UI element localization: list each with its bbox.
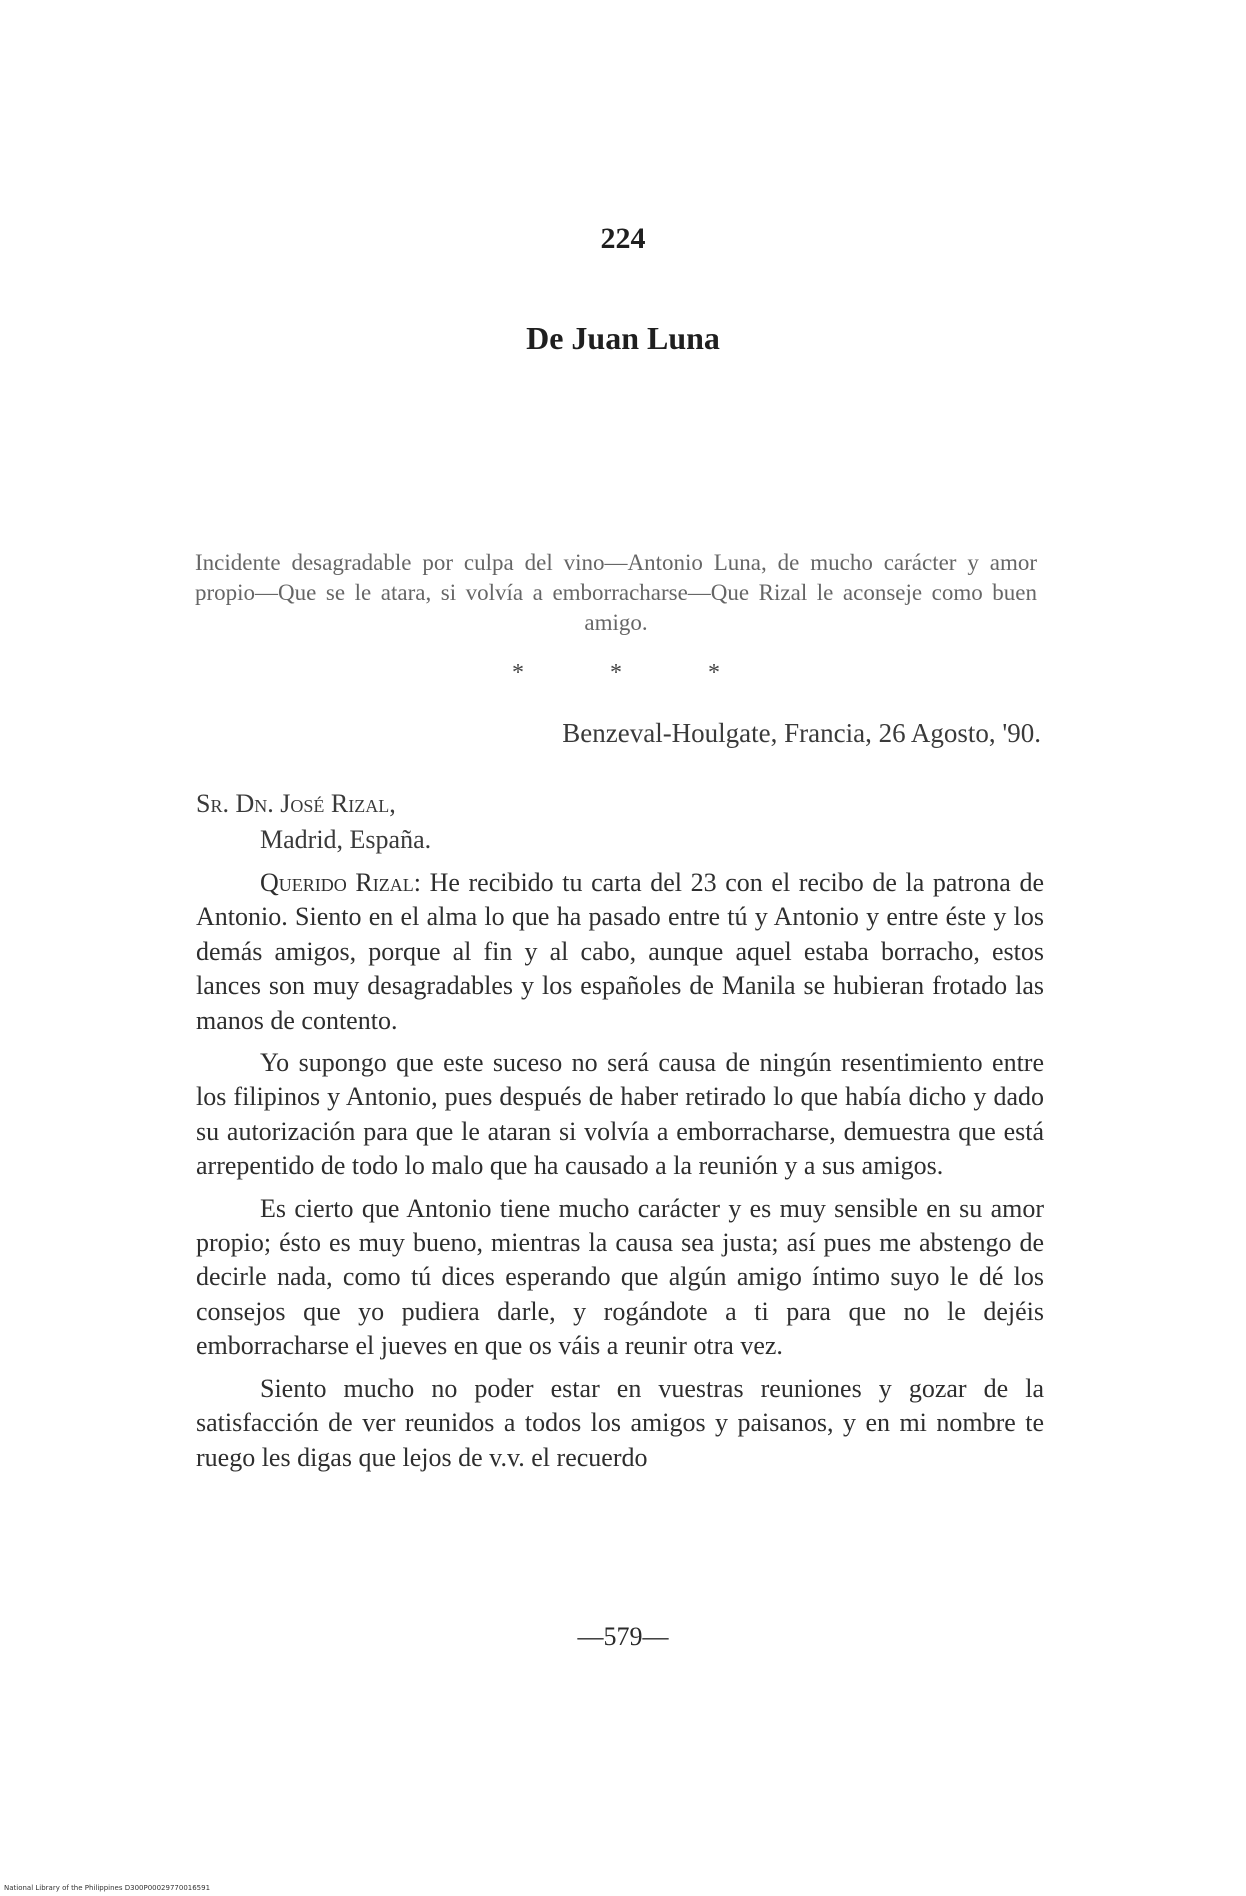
dateline: Benzeval-Houlgate, Francia, 26 Agosto, '90. (562, 718, 1041, 748)
paragraph-2: Yo supongo que este suceso no será causa de ningún resentimiento entre los filipinos y Antonio, pues después de haber retirado lo que había dicho y dado su autorización para que le ataran si volvía a emborracharse, demuestra que está arrepentido de todo lo malo que ha causado a la reunión y a sus amigos. (196, 1048, 1044, 1181)
letter-summary: Incidente desagradable por culpa del vino—Antonio Luna, de mucho carácter y amor propio—Que se le atara, si volvía a emborracharse—Que Rizal le aconseje como buen amigo. (195, 550, 1037, 635)
footer-credit: National Library of the Philippines D300P00029770016591 (4, 1884, 211, 1892)
paragraph-4: Siento mucho no poder estar en vuestras reuniones y gozar de la satisfacción de ver reunidos a todos los amigos y paisanos, y en mi nombre te ruego les digas que lejos de v.v. el recuerdo (196, 1373, 1044, 1472)
addressee-name: Sr. Dn. José Rizal, (196, 789, 396, 818)
page-number: —579— (577, 1622, 669, 1651)
paragraph-1-text: He recibido tu carta del 23 con el recibo de la patrona de Antonio. Siento en el alma lo que ha pasado entre tú y Antonio y entre éste y los demás amigos, porque al fin y al cabo, aunque aquel estaba borracho, estos lances son muy desagradables y los españoles de Manila se hubieran frotado las manos de contento. (196, 868, 1045, 1035)
addressee (196, 786, 431, 858)
letter-title: De Juan Luna (526, 320, 720, 356)
paragraph-1 (196, 866, 1044, 1038)
letter-body (196, 866, 1044, 1483)
section-separator: * * * (512, 660, 760, 686)
salutation: Querido Rizal: (260, 868, 421, 897)
paragraph-3: Es cierto que Antonio tiene mucho carácter y es muy sensible en su amor propio; ésto es muy bueno, mientras la causa sea justa; así pues me abstengo de decirle nada, como tú dices esperando que algún amigo íntimo suyo le dé los consejos que yo pudiera darle, y rogándote a ti para que no le dejéis emborracharse el jueves en que os váis a reunir otra vez. (196, 1193, 1044, 1361)
addressee-location: Madrid, España. (260, 825, 432, 854)
letter-number: 224 (600, 222, 646, 255)
